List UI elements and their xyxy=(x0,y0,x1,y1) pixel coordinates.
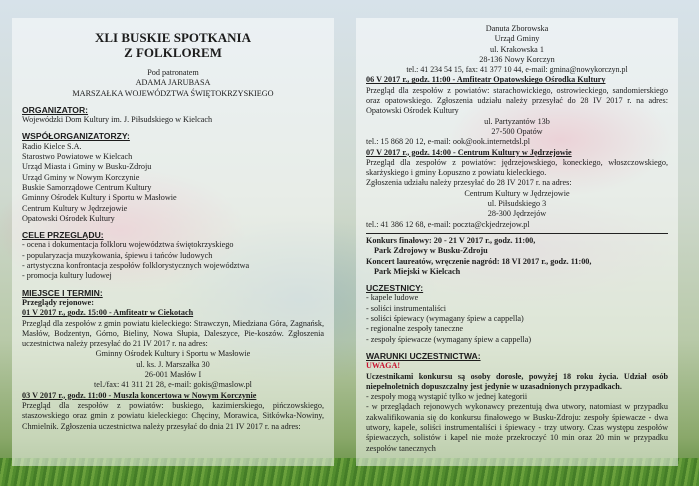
conditions-list xyxy=(366,392,668,454)
right-panel xyxy=(356,18,678,466)
list-item: - soliści śpiewacy (wymagany śpiew a cappella) xyxy=(366,314,524,324)
event3-contact: tel.: 15 868 20 12, e-mail: ook@ook.internetdsl.pl xyxy=(366,137,530,147)
list-item: - promocja kultury ludowej xyxy=(22,271,112,281)
left-panel xyxy=(12,18,334,466)
regional-heading: Przeglądy rejonowe: xyxy=(22,297,94,307)
patronat-line: ADAMA JARUBASA xyxy=(135,78,211,88)
address-line: 26-001 Masłów I xyxy=(144,370,202,380)
address-line: Danuta Zborowska xyxy=(485,24,549,33)
event2-address xyxy=(366,24,668,75)
list-item: Radio Kielce S.A. xyxy=(22,141,82,151)
contact-line: tel.: 41 234 54 15, fax: 41 377 10 44, e-mail: gmina@nowykorczyn.pl xyxy=(406,65,628,75)
list-item: Urząd Gminy w Nowym Korczynie xyxy=(22,172,140,182)
event3-heading: 06 V 2017 r., godz. 11:00 - Amfiteatr Opatowskiego Ośrodka Kultury xyxy=(366,75,606,85)
list-item: - artystyczna konfrontacja zespołów folklorystycznych województwa xyxy=(22,261,250,271)
address-line: tel./fax: 41 311 21 28, e-mail: gokis@maslow.pl xyxy=(94,380,252,390)
event4-address xyxy=(366,189,668,220)
warning-label: UWAGA! xyxy=(366,361,401,371)
list-item: - popularyzacja muzykowania, śpiewu i tańców ludowych xyxy=(22,250,213,260)
event4-contact: tel.: 41 386 12 68, e-mail: poczta@ckjedrzejow.pl xyxy=(366,219,530,229)
list-item: Opatowski Ośrodek Kultury xyxy=(22,213,115,223)
address-line: Gminny Ośrodek Kultury i Sportu w Masłowie xyxy=(95,349,251,359)
coorganizers-heading: WSPÓŁORGANIZATORZY: xyxy=(22,131,130,142)
event2-text: Przegląd dla zespołów z powiatów: buskiego, kazimierskiego, pińczowskiego, staszowskiego oraz gmin z powiatu kieleckiego: Chęciny, Morawica, Sitkówka-Nowiny, Chmielnik. Zgłoszenia uczestnictwa należy przesyłać do dnia 21 IV 2017 r. na adres: xyxy=(22,400,324,431)
main-title-line2: Z FOLKLOREM xyxy=(124,45,222,60)
conditions-heading: WARUNKI UCZESTNICTWA: xyxy=(366,350,481,361)
event4-heading: 07 V 2017 r., godz. 14:00 - Centrum Kultury w Jędrzejowie xyxy=(366,147,572,157)
event1-text: Przegląd dla zespołów z gmin powiatu kieleckiego: Strawczyn, Miedziana Góra, Zagnańsk, Masłów, Bodzentyn, Górno, Bieliny, Nowa Słupia, Daleszyce, Pie-koszów. Zgłoszenia uczestnictwa należy przesyłać do 21 IV 2017 r. na adres: xyxy=(22,318,324,349)
address-line: ul. Partyzantów 13b xyxy=(484,116,550,126)
list-item: - zespoły śpiewacze (wymagany śpiew a cappella) xyxy=(366,334,532,344)
organizer-heading: ORGANIZATOR: xyxy=(22,104,89,115)
event3-text: Przegląd dla zespołów z powiatów: starachowickiego, ostrowieckiego, sandomierskiego oraz opatowskiego. Zgłoszenia udziału należy przesyłać do 28 IV 2017 r. na adres: Opatowski Ośrodek Kultury xyxy=(366,85,668,116)
list-item: - ocena i dokumentacja folkloru województwa świętokrzyskiego xyxy=(22,240,234,250)
final-line: Park Zdrojowy w Busku-Zdroju xyxy=(374,246,488,256)
final-line: Park Miejski w Kielcach xyxy=(374,266,461,276)
event4-text2: Zgłoszenia udziału należy przesyłać do 28 IV 2017 r. na adres: xyxy=(366,178,572,188)
list-item: - w przeglądach rejonowych wykonawcy prezentują dwa utwory, natomiast w przypadku zakwalifikowania się do konkursu finałowego w Busku-Zdroju: zespoły śpiewacze - dwa utwory, kapele, soliści instrumentaliści i śpiewacy - trzy utwory. Czas występu zespołów śpiewaczych, solistów i kapel nie może przekroczyć 10 min oraz 20 min w przypadku zespołów tanecznych xyxy=(366,402,668,453)
final-line: Koncert laureatów, wręczenie nagród: 18 VI 2017 r., godz. 11:00, xyxy=(366,256,592,266)
address-line: ul. Piłsudskiego 3 xyxy=(487,199,547,209)
event1-heading: 01 V 2017 r., godz. 15:00 - Amfiteatr w Ciekotach xyxy=(22,308,194,318)
list-item: Urząd Miasta i Gminy w Busku-Zdroju xyxy=(22,162,152,172)
main-title-line1: XLI BUSKIE SPOTKANIA xyxy=(94,30,252,45)
place-time-heading: MIEJSCE I TERMIN: xyxy=(22,287,103,298)
final-line: Konkurs finałowy: 20 - 21 V 2017 r., godz. 11:00, xyxy=(366,235,536,245)
address-line: 28-136 Nowy Korczyn xyxy=(479,54,555,64)
list-item: Centrum Kultury w Jędrzejowie xyxy=(22,203,128,213)
divider xyxy=(366,233,668,234)
patronat-line: Pod patronatem xyxy=(147,68,199,77)
list-item: Gminny Ośrodek Kultury i Sportu w Masłowie xyxy=(22,193,177,203)
warning-text: Uczestnikami konkursu są osoby dorosłe, powyżej 18 roku życia. Udział osób niepełnoletnich dopuszczalny jest jedynie w uzasadnionych przypadkach. xyxy=(366,371,668,391)
event1-address xyxy=(22,349,324,390)
organizer-text: Wojewódzki Dom Kultury im. J. Piłsudskiego w Kielcach xyxy=(22,115,213,125)
address-line: Centrum Kultury w Jędrzejowie xyxy=(464,188,570,198)
participants-list xyxy=(366,293,668,344)
list-item: - soliści instrumentaliści xyxy=(366,303,447,313)
list-item: - regionalne zespoły taneczne xyxy=(366,324,464,334)
patronat-line: MARSZAŁKA WOJEWÓDZTWA ŚWIĘTOKRZYSKIEGO xyxy=(72,88,274,98)
address-line: 27-500 Opatów xyxy=(491,126,543,136)
event3-address xyxy=(366,117,668,138)
address-line: ul. ks. J. Marszałka 30 xyxy=(136,359,210,369)
address-line: 28-300 Jędrzejów xyxy=(487,209,547,219)
event2-heading: 03 V 2017 r., godz. 11:00 - Muszla koncertowa w Nowym Korczynie xyxy=(22,390,257,400)
participants-heading: UCZESTNICY: xyxy=(366,283,424,294)
goals-list xyxy=(22,240,324,281)
coorganizers-list xyxy=(22,142,324,224)
list-item: - kapele ludowe xyxy=(366,293,419,303)
address-line: ul. Krakowska 1 xyxy=(490,44,544,54)
address-line: Urząd Gminy xyxy=(494,34,540,44)
event4-text: Przegląd dla zespołów z powiatów: jędrzejowskiego, koneckiego, włoszczowskiego, skarżyskiego i gminy Łopuszno z powiatu kieleckiego. xyxy=(366,157,668,178)
goals-heading: CELE PRZEGLĄDU: xyxy=(22,230,104,241)
list-item: - zespoły mogą wystąpić tylko w jednej kategorii xyxy=(366,392,528,402)
list-item: Starostwo Powiatowe w Kielcach xyxy=(22,152,133,162)
list-item: Buskie Samorządowe Centrum Kultury xyxy=(22,182,152,192)
